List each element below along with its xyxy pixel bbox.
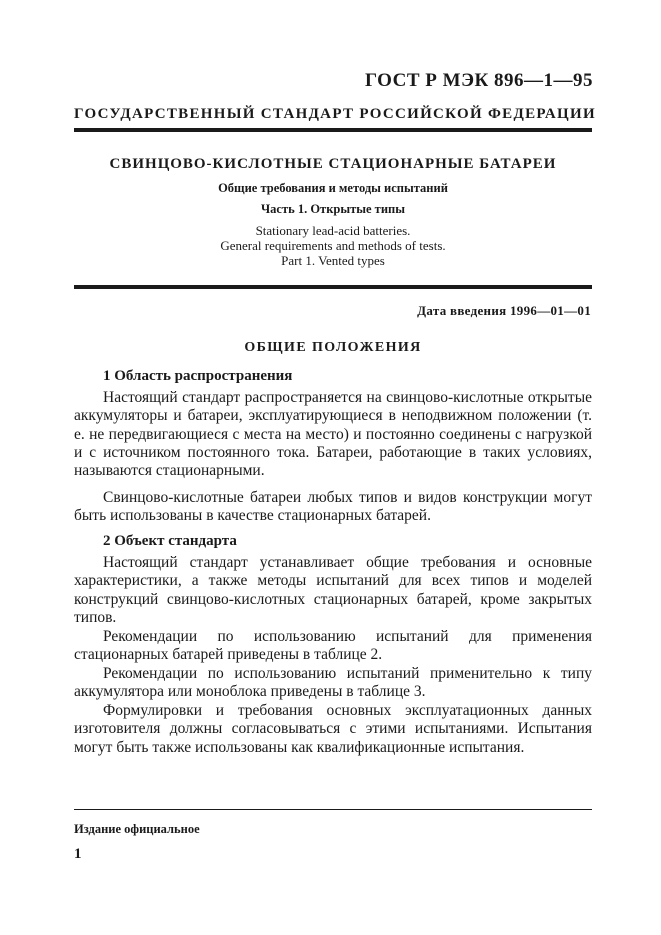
footer-rule xyxy=(74,809,592,810)
page-number: 1 xyxy=(74,846,82,862)
english-title-line: Part 1. Vented types xyxy=(281,253,385,268)
english-title-line: Stationary lead-acid batteries. xyxy=(255,223,411,238)
document-title-block xyxy=(74,156,592,268)
document-part: Часть 1. Открытые типы xyxy=(260,202,405,216)
paragraph: Рекомендации по использованию испытаний для применения стационарных батарей приведены в таблице 2. xyxy=(74,628,592,664)
paragraph: Настоящий стандарт распространяется на свинцово-кислотные открытые аккумуляторы и батареи, эксплуатирующиеся в неподвижном положении (т. е. не передвигающиеся с места на место) и постоянно соединены с нагрузкой и с источником постоянного тока. Батареи, работающие в таких условиях, называются стационарными. xyxy=(74,389,592,480)
title-rule xyxy=(74,285,592,289)
section-heading: 2 Объект стандарта xyxy=(103,533,237,549)
section-heading: 1 Область распространения xyxy=(103,368,293,384)
official-edition-label: Издание официальное xyxy=(74,822,200,836)
paragraph: Свинцово-кислотные батареи любых типов и видов конструкции могут быть использованы в качестве стационарных батарей. xyxy=(74,489,592,525)
paragraph: Рекомендации по использованию испытаний применительно к типу аккумулятора или моноблока приведены в таблице 3. xyxy=(74,665,592,701)
paragraph: Формулировки и требования основных эксплуатационных данных изготовителя должны согласовываться с этими испытаниями. Испытания могут быть также использованы как квалификационные испытания. xyxy=(74,702,592,756)
document-subtitle: Общие требования и методы испытаний xyxy=(218,181,448,195)
standard-code: ГОСТ Р МЭК 896—1—95 xyxy=(365,70,593,91)
header-rule xyxy=(74,128,592,132)
document-title: СВИНЦОВО-КИСЛОТНЫЕ СТАЦИОНАРНЫЕ БАТАРЕИ xyxy=(109,156,557,172)
paragraph: Настоящий стандарт устанавливает общие требования и основные характеристики, а также методы испытаний для всех типов и моделей конструкций свинцово-кислотных стационарных батарей, кроме закрытых типов. xyxy=(74,554,592,626)
introduction-date: Дата введения 1996—01—01 xyxy=(417,303,591,318)
english-title-line: General requirements and methods of tests. xyxy=(220,238,446,253)
state-standard-title: ГОСУДАРСТВЕННЫЙ СТАНДАРТ РОССИЙСКОЙ ФЕДЕРАЦИИ xyxy=(74,106,596,122)
section-title: ОБЩИЕ ПОЛОЖЕНИЯ xyxy=(244,340,422,355)
